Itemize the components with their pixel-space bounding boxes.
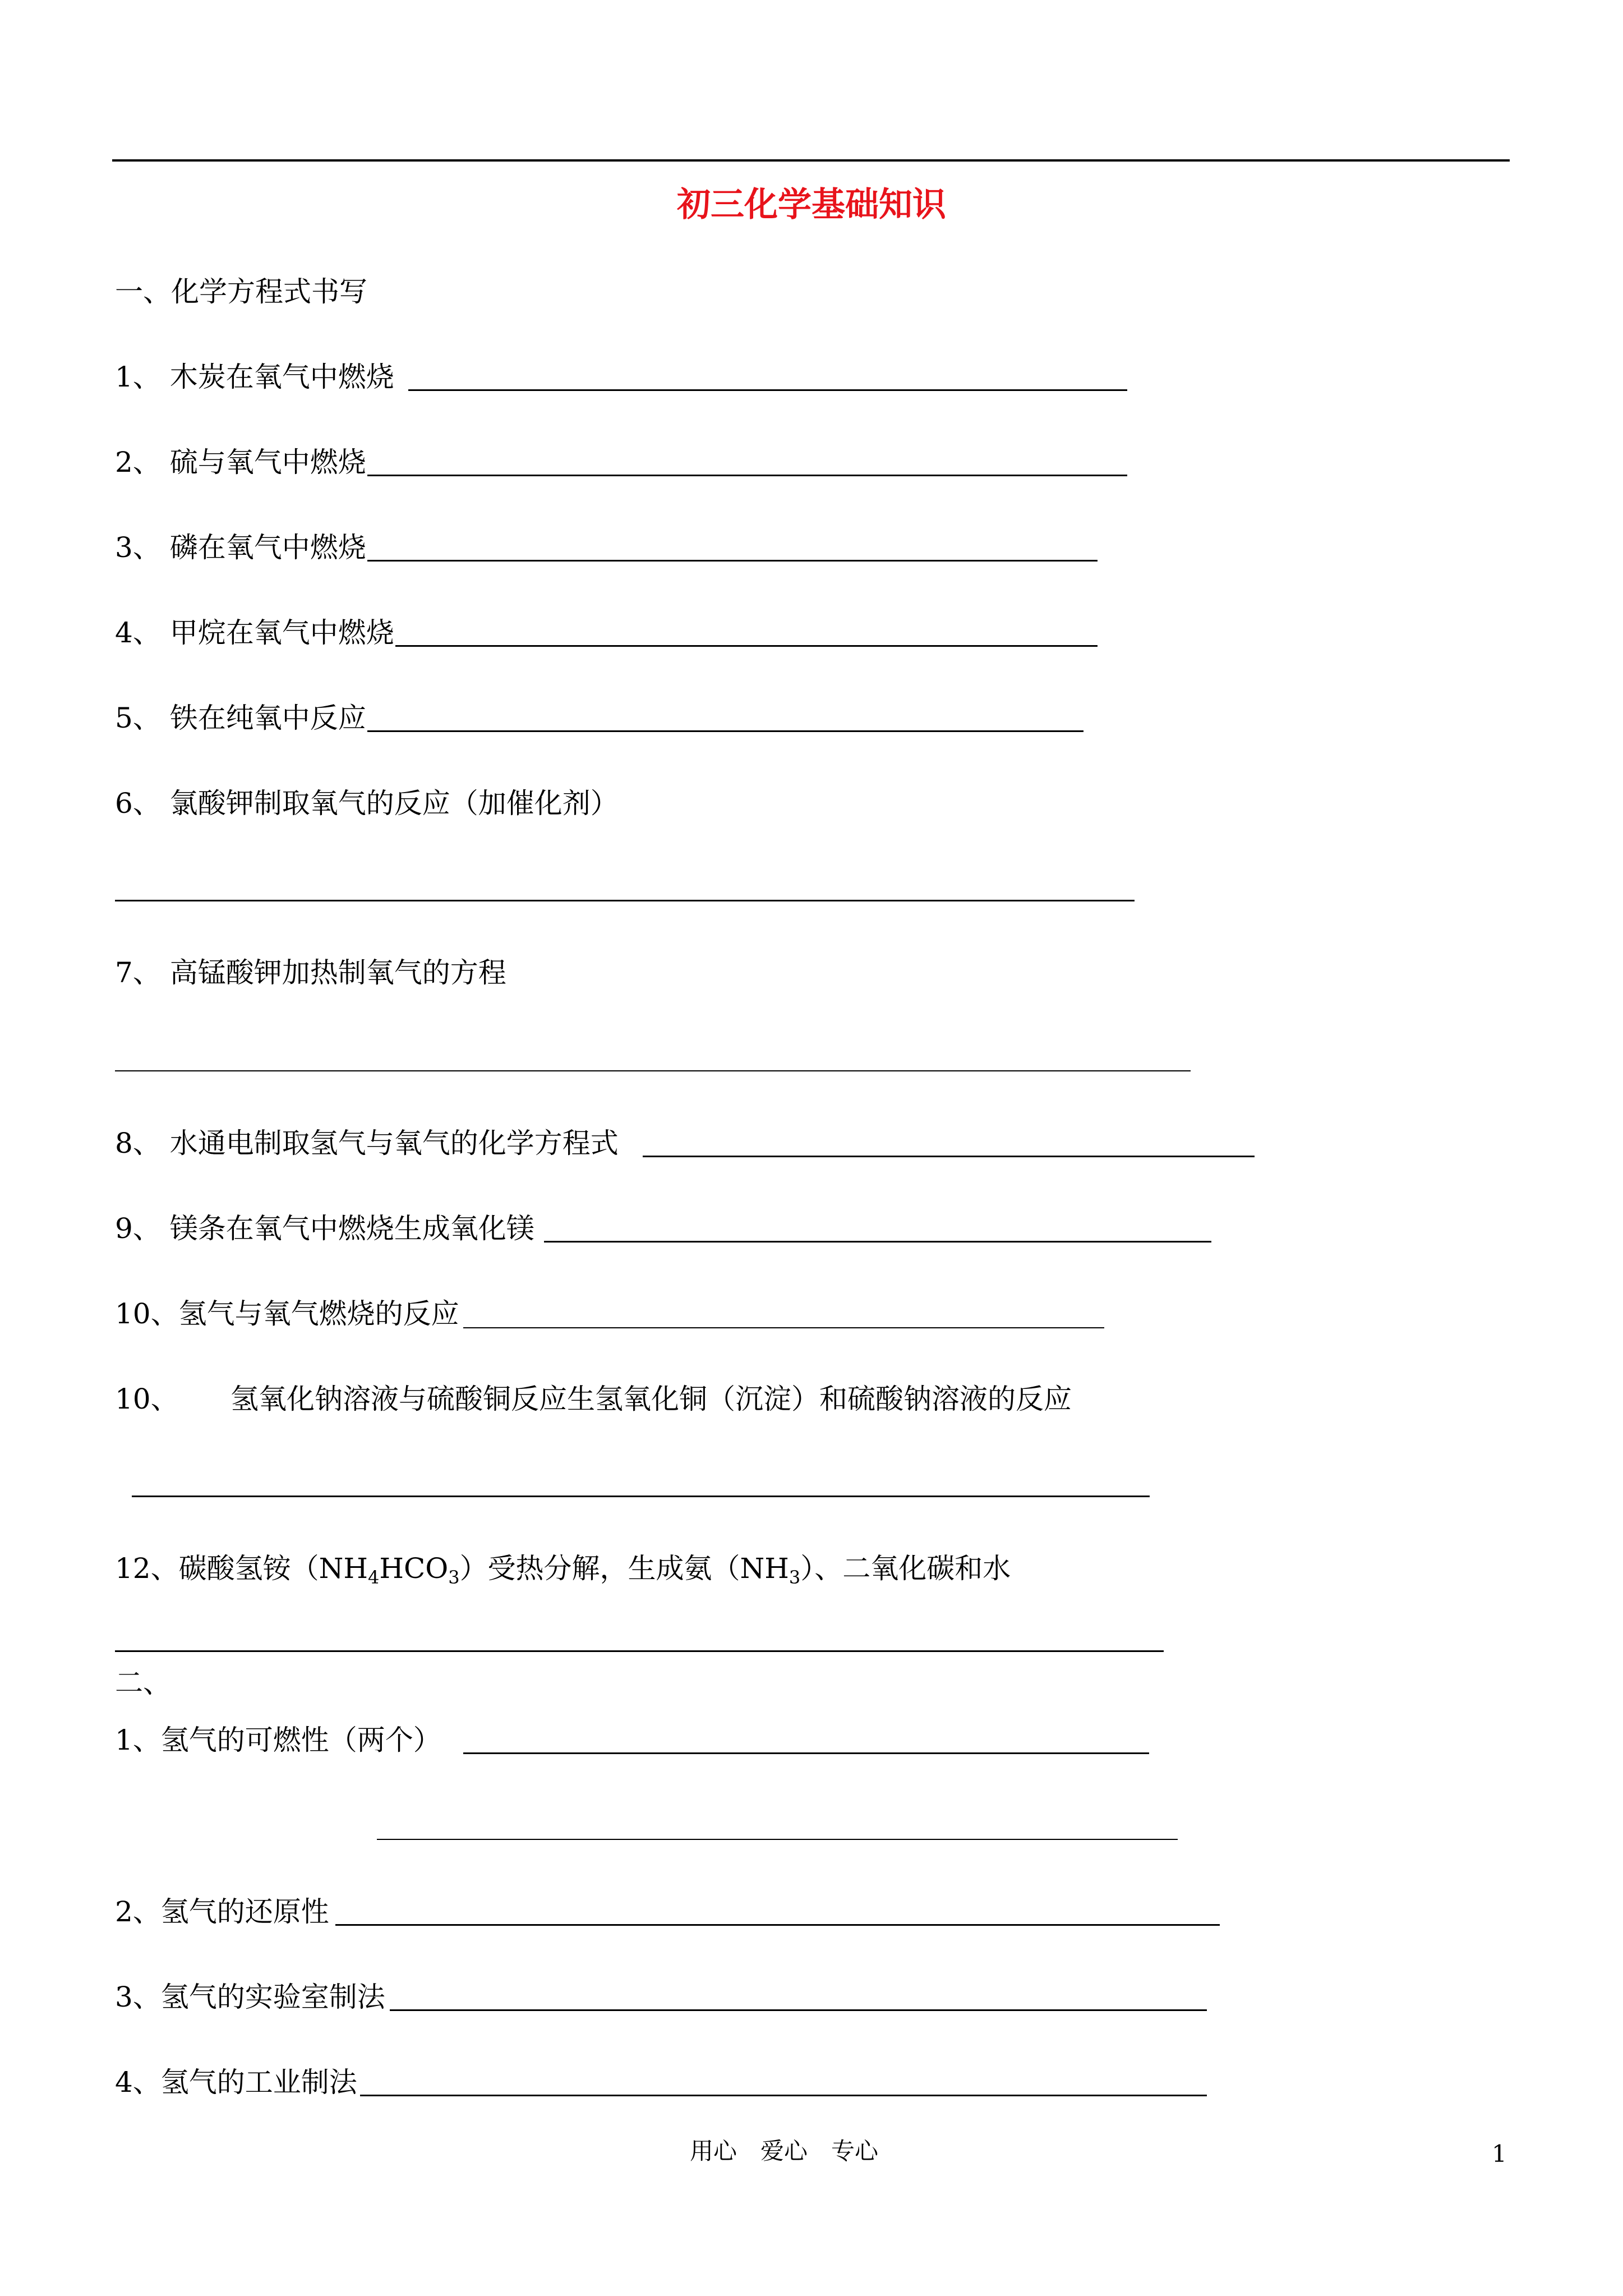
section2-answer-line-1b[interactable] [377, 1839, 1178, 1840]
question-6: 6、 氯酸钾制取氧气的反应（加催化剂） [115, 787, 619, 820]
answer-line-1[interactable] [408, 389, 1127, 391]
section2-answer-line-1a[interactable] [463, 1752, 1149, 1754]
answer-line-9[interactable] [544, 1241, 1211, 1243]
answer-line-10[interactable] [463, 1327, 1104, 1328]
section2-answer-line-2[interactable] [335, 1924, 1220, 1926]
section2-question-1: 1、氢气的可燃性（两个） [115, 1724, 441, 1756]
section-heading-2: 二、 [115, 1667, 171, 1699]
answer-line-8[interactable] [643, 1156, 1255, 1157]
footer-motto: 用心 爱心 专心 [690, 2137, 879, 2165]
question-2: 2、 硫与氧气中燃烧 [115, 446, 366, 478]
question-11-text: 氢氧化钠溶液与硫酸铜反应生氢氧化铜（沉淀）和硫酸钠溶液的反应 [230, 1383, 1072, 1415]
answer-line-7[interactable] [115, 1070, 1191, 1071]
page-number: 1 [1492, 2140, 1507, 2168]
question-12: 12、碳酸氢铵$(NH_4HCO_3)$受热分解，生成氨$(NH_3)$、二氧化碳和水 [115, 1552, 1011, 1588]
answer-line-11[interactable] [132, 1496, 1150, 1497]
question-9: 9、 镁条在氧气中燃烧生成氧化镁 [115, 1212, 534, 1245]
page-title: 初三化学基础知识 [677, 185, 946, 224]
section2-question-4: 4、氢气的工业制法 [115, 2066, 357, 2099]
question-8: 8、 水通电制取氢气与氧气的化学方程式 [115, 1127, 619, 1159]
question-10: 10、氢气与氧气燃烧的反应 [115, 1297, 459, 1330]
answer-line-3[interactable] [367, 560, 1098, 562]
answer-line-4[interactable] [395, 645, 1098, 647]
question-4: 4、 甲烷在氧气中燃烧 [115, 616, 394, 649]
question-5: 5、 铁在纯氧中反应 [115, 702, 366, 734]
question-1: 1、 木炭在氧气中燃烧 [115, 361, 394, 393]
question-7: 7、 高锰酸钾加热制氧气的方程 [115, 956, 506, 989]
question-3: 3、 磷在氧气中燃烧 [115, 531, 366, 564]
header-rule [112, 159, 1510, 162]
section-heading-1: 一、化学方程式书写 [115, 275, 367, 308]
section2-answer-line-4[interactable] [360, 2095, 1207, 2096]
section2-question-2: 2、氢气的还原性 [115, 1895, 329, 1928]
answer-line-2[interactable] [367, 475, 1127, 476]
answer-line-5[interactable] [367, 730, 1083, 732]
answer-line-12[interactable] [115, 1650, 1164, 1652]
section2-question-3: 3、氢气的实验室制法 [115, 1981, 385, 2013]
question-11-number: 10、 [115, 1383, 179, 1415]
section2-answer-line-3[interactable] [390, 2009, 1207, 2011]
answer-line-6[interactable] [115, 900, 1135, 901]
